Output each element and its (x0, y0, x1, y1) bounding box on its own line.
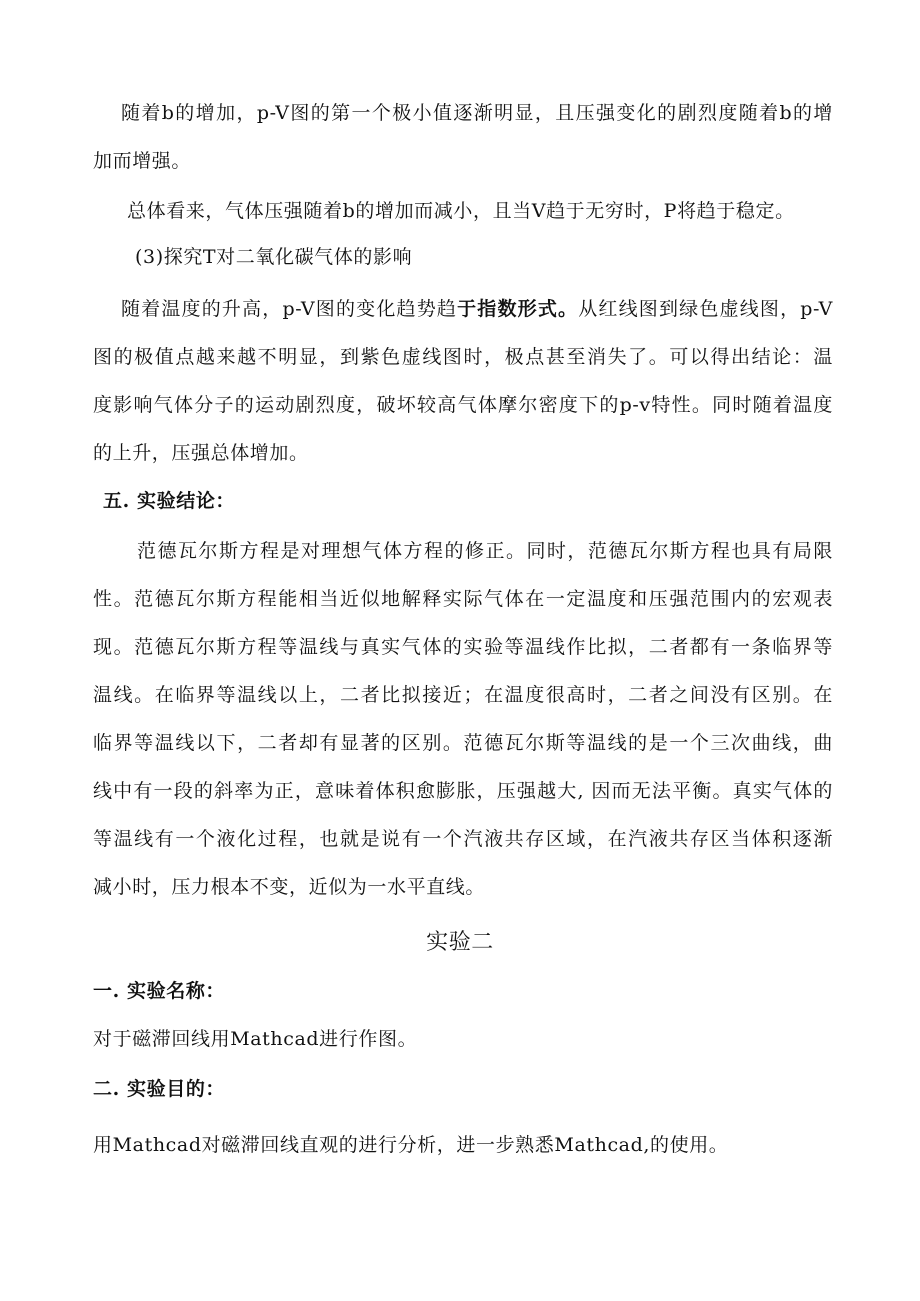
temperature-line1-tail: 从红线图到绿色虚线图，p-V (578, 298, 833, 320)
conclusion-line4: 温线。在临界等温线以上，二者比拟接近；在温度很高时，二者之间没有区别。在 (93, 684, 833, 706)
paragraph-b-effect-line2: 加而增强。 (93, 150, 192, 172)
paragraph-temperature-line3: 度影响气体分子的运动剧烈度，破坏较高气体摩尔密度下的p-v特性。同时随着温度 (93, 394, 833, 416)
conclusion-line1: 范德瓦尔斯方程是对理想气体方程的修正。同时，范德瓦尔斯方程也具有局限 (137, 540, 833, 562)
section-heading-experiment-name: 一. 实验名称： (93, 980, 226, 1002)
section-heading-experiment-purpose: 二. 实验目的： (93, 1078, 226, 1100)
conclusion-line5: 临界等温线以下，二者却有显著的区别。范德瓦尔斯等温线的是一个三次曲线，曲 (93, 732, 833, 754)
experiment-purpose-text: 用Mathcad对磁滞回线直观的进行分析，进一步熟悉Mathcad,的使用。 (93, 1134, 729, 1156)
paragraph-temperature-line2: 图的极值点越来越不明显，到紫色虚线图时，极点甚至消失了。可以得出结论：温 (93, 346, 833, 368)
conclusion-line6: 线中有一段的斜率为正，意味着体积愈膨胀，压强越大, 因而无法平衡。真实气体的 (93, 780, 833, 802)
paragraph-temperature-line4: 的上升，压强总体增加。 (93, 442, 309, 464)
temperature-line1-text: 随着温度的升高，p-V图的变化趋势趋 (121, 298, 458, 320)
section-heading-conclusion: 五. 实验结论： (103, 490, 236, 512)
conclusion-line8: 减小时，压力根本不变，近似为一水平直线。 (93, 876, 486, 898)
paragraph-temperature-line1 (121, 297, 833, 321)
paragraph-summary: 总体看来，气体压强随着b的增加而减小，且当V趋于无穷时，P将趋于稳定。 (127, 200, 795, 222)
conclusion-line7: 等温线有一个液化过程，也就是说有一个汽液共存区域，在汽液共存区当体积逐渐 (93, 828, 833, 850)
experiment-name-text: 对于磁滞回线用Mathcad进行作图。 (93, 1028, 418, 1050)
experiment-two-title: 实验二 (426, 930, 494, 955)
temperature-line1-bold: 于指数形式。 (457, 298, 579, 320)
conclusion-line3: 现。范德瓦尔斯方程等温线与真实气体的实验等温线作比拟，二者都有一条临界等 (93, 636, 833, 658)
conclusion-line2: 性。范德瓦尔斯方程能相当近似地解释实际气体在一定温度和压强范围内的宏观表 (93, 588, 833, 610)
subheading-t-effect: (3)探究T对二氧化碳气体的影响 (135, 246, 413, 268)
paragraph-b-effect-line1: 随着b的增加，p-V图的第一个极小值逐渐明显，且压强变化的剧烈度随着b的增 (121, 102, 833, 124)
